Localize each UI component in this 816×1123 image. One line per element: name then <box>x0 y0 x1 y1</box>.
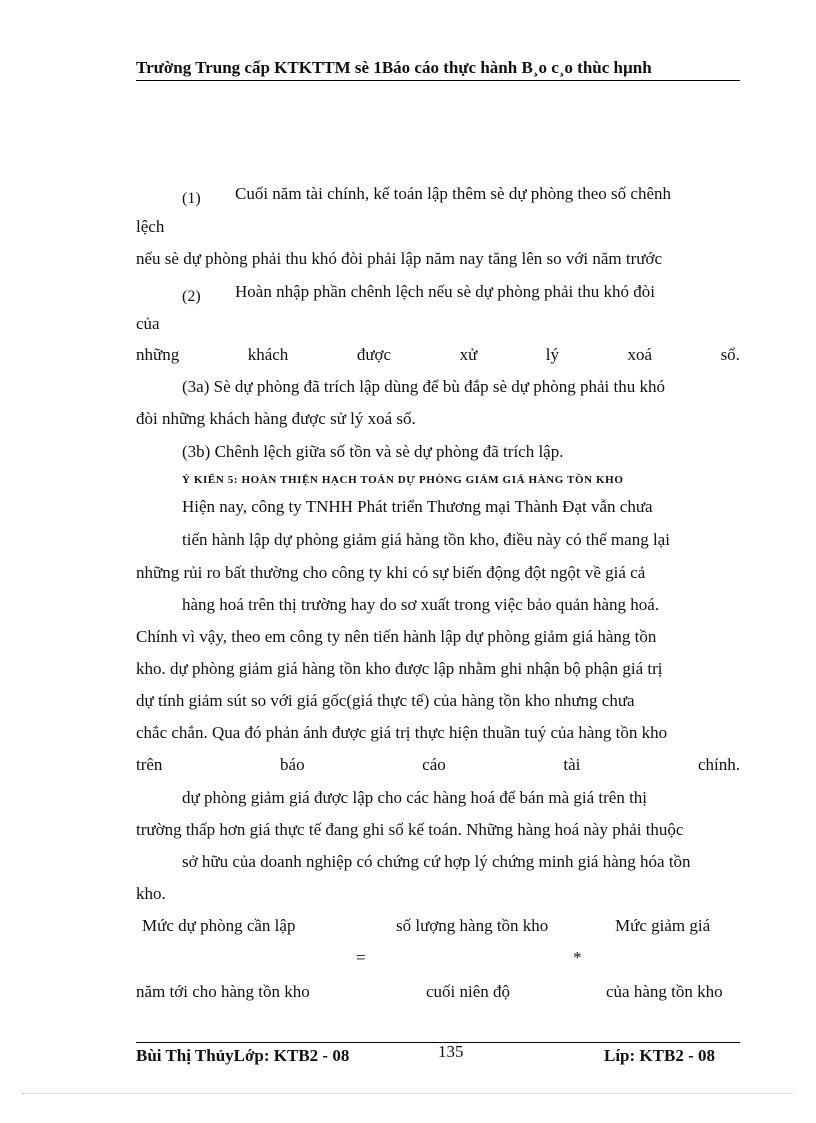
justified-word: xoá <box>627 345 653 364</box>
justified-word: được <box>356 345 392 364</box>
formula-mid-top: số lượng hàng tồn kho <box>396 916 549 935</box>
formula-multiply-sign: * <box>573 948 582 967</box>
justified-word: chính. <box>697 755 740 774</box>
formula-left-top: Mức dự phòng cần lập <box>142 916 296 935</box>
justified-word: báo <box>280 755 305 774</box>
header-rule <box>136 80 740 81</box>
footer-class: Líp: KTB2 - 08 <box>604 1046 715 1065</box>
justified-word: sổ. <box>720 345 740 364</box>
section-heading: Ý KIẾN 5: HOÀN THIỆN HẠCH TOÁN DỰ PHÒNG GIẢM GIÁ HÀNG TỒN KHO <box>182 474 624 486</box>
paragraph-1-text: Cuối năm tài chính, kế toán lập thêm sè dự phòng theo số chênh <box>235 184 672 203</box>
body-line: dự tính giảm sút so với giá gốc(giá thực tế) của hàng tồn kho nhưng chưa <box>136 691 635 710</box>
body-line: những rủi ro bất thường cho công ty khi có sự biến động đột ngột về giá cả <box>136 563 646 582</box>
body-line: dự phòng giảm giá được lập cho các hàng hoá để bán mà giá trên thị <box>182 788 648 807</box>
paragraph-2-text: Hoàn nhập phần chênh lệch nếu sè dự phòng phải thu khó đòi <box>235 282 655 301</box>
footer-author: Bùi Thị ThủyLớp: KTB2 - 08 <box>136 1046 350 1065</box>
body-line: sở hữu của doanh nghiệp có chứng cứ hợp lý chứng minh giá hàng hóa tồn <box>182 852 691 871</box>
paragraph-3a-line-1: (3a) Sè dự phòng đã trích lập dùng để bù đắp sè dự phòng phải thu khó <box>182 377 666 396</box>
paragraph-1-line-3: nếu sè dự phòng phải thu khó đòi phải lập năm nay tăng lên so với năm trước <box>136 249 663 268</box>
body-line: Chính vì vậy, theo em công ty nên tiến hành lập dự phòng giảm giá hàng tồn <box>136 627 657 646</box>
paragraph-1-line-2: lệch <box>136 217 165 236</box>
justified-word: khách <box>247 345 289 364</box>
paragraph-3a-line-2: đòi những khách hàng được sử lý xoá sổ. <box>136 409 416 428</box>
paragraph-2-line-1 <box>182 282 740 306</box>
justified-word: tài <box>563 755 581 774</box>
justified-word: những <box>136 345 180 364</box>
justified-word: xử <box>459 345 478 364</box>
paragraph-3b: (3b) Chênh lệch giữa số tồn và sè dự phòng đã trích lập. <box>182 442 564 461</box>
paragraph-2-line-2: của <box>136 314 160 333</box>
body-line: hàng hoá trên thị trường hay do sơ xuất trong việc bảo quản hàng hoá. <box>182 595 660 614</box>
page-bottom-dotted-rule <box>22 1093 794 1094</box>
formula-right-top: Mức giảm giá <box>615 916 711 935</box>
justified-word: lý <box>545 345 560 364</box>
paragraph-1-number: (1) <box>182 190 201 207</box>
page-number: 135 <box>438 1042 464 1061</box>
body-line: Hiện nay, công ty TNHH Phát triển Thương mại Thành Đạt vẫn chưa <box>182 497 653 516</box>
justified-word: cáo <box>422 755 446 774</box>
page-header: Trường Trung cấp KTKTTM sè 1Báo cáo thực hành B¸o c¸o thùc hµnh <box>136 58 652 77</box>
formula-mid-bottom: cuối niên độ <box>426 982 511 1001</box>
body-line: kho. <box>136 884 166 903</box>
paragraph-2-line-3 <box>136 345 740 365</box>
justified-word: trên <box>136 755 163 774</box>
paragraph-1-line-1 <box>182 184 740 208</box>
formula-equals-sign: = <box>356 948 366 967</box>
formula-left-bottom: năm tới cho hàng tồn kho <box>136 982 310 1001</box>
body-line: kho. dự phòng giảm giá hàng tồn kho được lập nhằm ghi nhận bộ phận giá trị <box>136 659 663 678</box>
body-line: chắc chắn. Qua đó phản ánh được giá trị thực hiện thuần tuý của hàng tồn kho <box>136 723 668 742</box>
body-line: tiến hành lập dự phòng giảm giá hàng tồn kho, điều này có thể mang lại <box>182 530 670 549</box>
body-line: trường thấp hơn giá thực tế đang ghi sổ kế toán. Những hàng hoá này phải thuộc <box>136 820 684 839</box>
justified-line <box>136 755 740 775</box>
formula-right-bottom: của hàng tồn kho <box>606 982 723 1001</box>
paragraph-2-number: (2) <box>182 288 201 305</box>
